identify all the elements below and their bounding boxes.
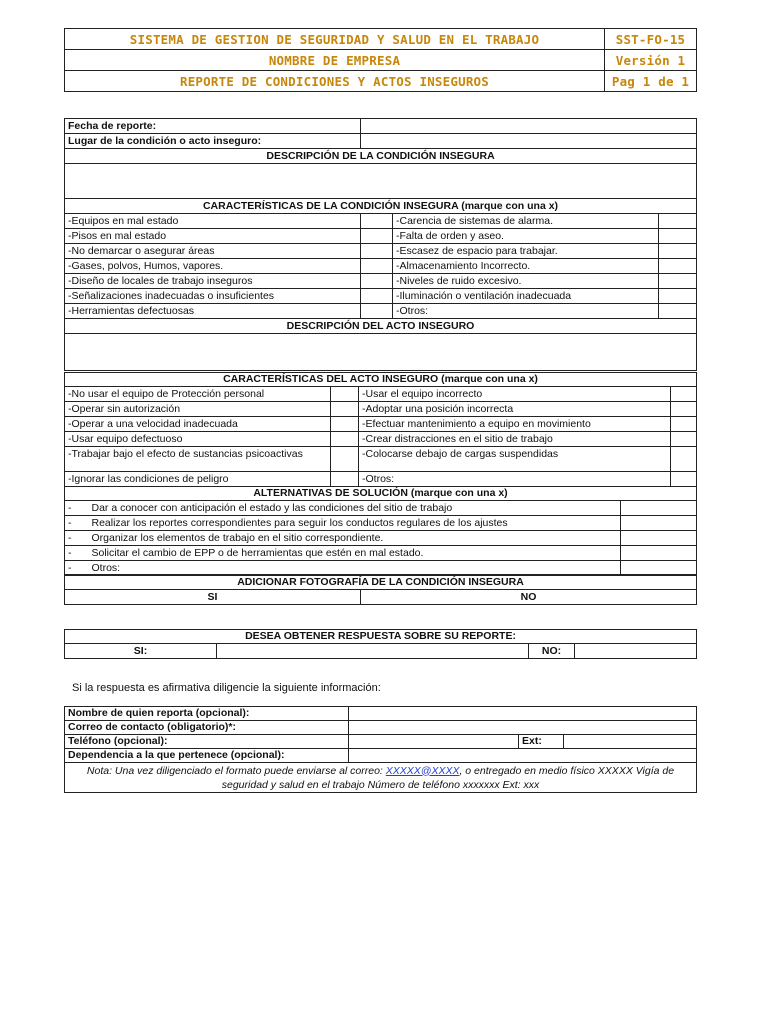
acto-option: -No usar el equipo de Protección personal [65,387,331,402]
acto-checkbox[interactable] [331,417,359,432]
condicion-option: -Herramientas defectuosas [65,304,361,319]
acto-option: -Usar equipo defectuoso [65,432,331,447]
correo-label: Correo de contacto (obligatorio)*: [65,721,349,735]
acto-option: -Operar a una velocidad inadecuada [65,417,331,432]
condicion-option: -Falta de orden y aseo. [393,229,659,244]
correo-field[interactable] [349,721,697,735]
alternativa-bullet: - [65,561,89,576]
alternativa-text: Realizar los reportes correspondientes para seguir los conductos regulares de los ajustes [89,516,621,531]
respuesta-table [64,629,697,659]
condicion-checkbox[interactable] [361,229,393,244]
acto-option: -Operar sin autorización [65,402,331,417]
alternativa-bullet: - [65,501,89,516]
note-text-a: Nota: Una vez diligenciado el formato puede enviarse al correo: [86,764,386,777]
acto-desc-field[interactable] [65,334,697,371]
condicion-option: -Diseño de locales de trabajo inseguros [65,274,361,289]
acto-checkbox[interactable] [671,402,697,417]
lugar-label: Lugar de la condición o acto inseguro: [65,134,361,149]
foto-no-option[interactable]: NO [361,590,697,605]
system-title: SISTEMA DE GESTION DE SEGURIDAD Y SALUD EN EL TRABAJO [65,29,605,50]
condicion-checkbox[interactable] [361,214,393,229]
form-code: SST-FO-15 [605,29,697,50]
form-version: Versión 1 [605,50,697,71]
condicion-option: -Niveles de ruido excesivo. [393,274,659,289]
acto-option: -Crear distracciones en el sitio de trabajo [359,432,671,447]
condicion-checkbox[interactable] [659,259,697,274]
alternativa-checkbox[interactable] [621,546,697,561]
page-number: Pag 1 de 1 [605,71,697,92]
foto-table [64,574,697,605]
acto-checkbox[interactable] [331,432,359,447]
acto-option: -Colocarse debajo de cargas suspendidas [359,447,671,472]
alternativa-text: Otros: [89,561,621,576]
respuesta-si-field[interactable] [217,644,529,659]
alternativa-checkbox[interactable] [621,501,697,516]
condicion-option: -Almacenamiento Incorrecto. [393,259,659,274]
condicion-checkbox[interactable] [659,289,697,304]
condicion-desc-field[interactable] [65,164,697,199]
acto-option: -Adoptar una posición incorrecta [359,402,671,417]
contact-note [65,763,697,793]
company-name: NOMBRE DE EMPRESA [65,50,605,71]
respuesta-heading: DESEA OBTENER RESPUESTA SOBRE SU REPORTE: [65,630,697,644]
contacto-table [64,706,697,793]
alternativa-bullet: - [65,531,89,546]
alternativa-text: Solicitar el cambio de EPP o de herramientas que estén en mal estado. [89,546,621,561]
condicion-checkbox[interactable] [659,214,697,229]
foto-si-option[interactable]: SI [65,590,361,605]
acto-option: -Ignorar las condiciones de peligro [65,472,331,487]
condicion-option: -Pisos en mal estado [65,229,361,244]
condicion-option: -No demarcar o asegurar áreas [65,244,361,259]
condicion-checkbox[interactable] [659,229,697,244]
nombre-label: Nombre de quien reporta (opcional): [65,707,349,721]
acto-desc-heading: DESCRIPCIÓN DEL ACTO INSEGURO [65,319,697,334]
dependencia-label: Dependencia a la que pertenece (opcional): [65,749,349,763]
nombre-field[interactable] [349,707,697,721]
condicion-option: -Otros: [393,304,659,319]
condicion-checkbox[interactable] [361,304,393,319]
acto-option: -Trabajar bajo el efecto de sustancias psicoactivas [65,447,331,472]
acto-option: -Otros: [359,472,671,487]
condicion-checkbox[interactable] [361,259,393,274]
acto-checkbox[interactable] [331,387,359,402]
condicion-char-heading: CARACTERÍSTICAS DE LA CONDICIÓN INSEGURA (marque con una x) [65,199,697,214]
acto-option: -Usar el equipo incorrecto [359,387,671,402]
fecha-field[interactable] [361,119,697,134]
contact-email-link[interactable]: XXXXX@XXXX [385,764,460,777]
condicion-checkbox[interactable] [659,274,697,289]
fecha-label: Fecha de reporte: [65,119,361,134]
acto-checkbox[interactable] [671,387,697,402]
lugar-field[interactable] [361,134,697,149]
condicion-option: -Escasez de espacio para trabajar. [393,244,659,259]
respuesta-no-label: NO: [529,644,575,659]
respuesta-si-label: SI: [65,644,217,659]
alternativa-bullet: - [65,546,89,561]
ext-label: Ext: [519,735,564,749]
condicion-checkbox[interactable] [659,304,697,319]
telefono-label: Teléfono (opcional): [65,735,349,749]
acto-checkbox[interactable] [331,402,359,417]
alternativa-text: Dar a conocer con anticipación el estado y las condiciones del sitio de trabajo [89,501,621,516]
alternativa-checkbox[interactable] [621,531,697,546]
alternativa-checkbox[interactable] [621,516,697,531]
main-form-table [64,118,697,371]
acto-checkbox[interactable] [671,472,697,487]
telefono-field[interactable] [349,735,519,749]
acto-checkbox[interactable] [671,447,697,472]
foto-heading: ADICIONAR FOTOGRAFÍA DE LA CONDICIÓN INSEGURA [65,575,697,590]
condicion-checkbox[interactable] [361,289,393,304]
acto-checkbox[interactable] [671,417,697,432]
acto-char-heading: CARACTERÍSTICAS DEL ACTO INSEGURO (marque con una x) [65,373,697,387]
condicion-option: -Gases, polvos, Humos, vapores. [65,259,361,274]
condicion-checkbox[interactable] [659,244,697,259]
condicion-checkbox[interactable] [361,244,393,259]
alternativas-heading: ALTERNATIVAS DE SOLUCIÓN (marque con una x) [65,487,697,501]
dependencia-field[interactable] [349,749,697,763]
note-text-b: , o entregado en medio físico XXXXX Vigía de seguridad y salud en el trabajo Número de teléfono xxxxxxx Ext: xxx [221,764,675,791]
condicion-option: -Equipos en mal estado [65,214,361,229]
acto-checkbox[interactable] [331,447,359,472]
header-table [64,28,697,92]
instruction-text: Si la respuesta es afirmativa diligencie la siguiente información: [72,682,381,694]
condicion-option: -Señalizaciones inadecuadas o insuficientes [65,289,361,304]
condicion-desc-heading: DESCRIPCIÓN DE LA CONDICIÓN INSEGURA [65,149,697,164]
condicion-option: -Carencia de sistemas de alarma. [393,214,659,229]
condicion-checkbox[interactable] [361,274,393,289]
acto-checkbox[interactable] [331,472,359,487]
acto-option: -Efectuar mantenimiento a equipo en movimiento [359,417,671,432]
ext-field[interactable] [564,735,697,749]
acto-table [64,372,697,487]
alternativas-table [64,486,697,576]
acto-checkbox[interactable] [671,432,697,447]
condicion-option: -Iluminación o ventilación inadecuada [393,289,659,304]
alternativa-text: Organizar los elementos de trabajo en el sitio correspondiente. [89,531,621,546]
report-title: REPORTE DE CONDICIONES Y ACTOS INSEGUROS [65,71,605,92]
alternativa-bullet: - [65,516,89,531]
respuesta-no-field[interactable] [575,644,697,659]
